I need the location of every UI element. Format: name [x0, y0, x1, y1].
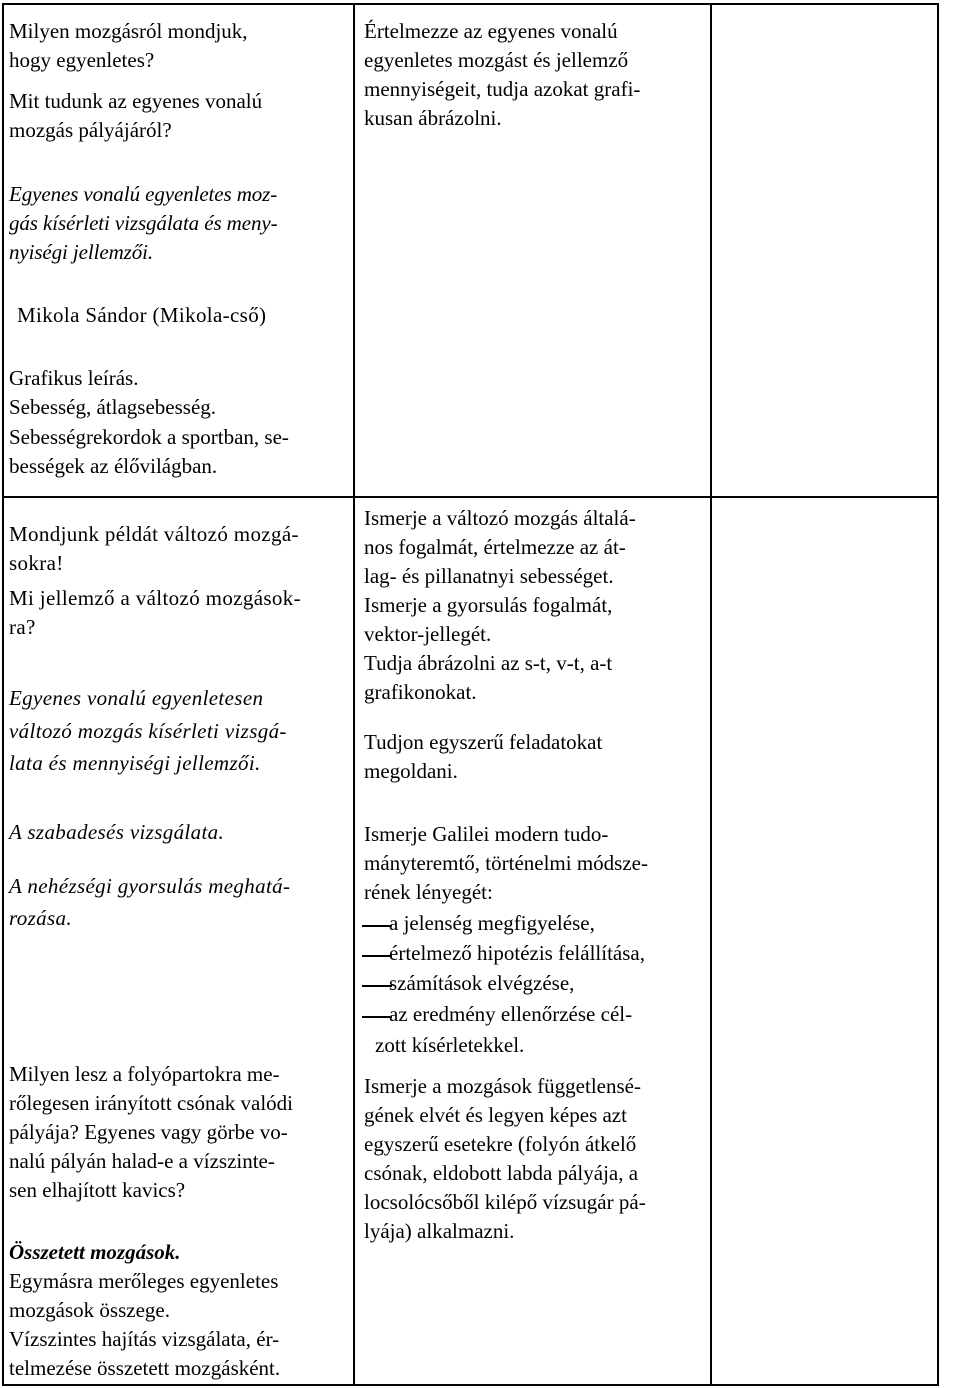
table-border-left — [2, 4, 4, 1385]
table-border-bottom — [2, 1384, 939, 1386]
galilei-item-1: a jelenség megfigyelése, — [389, 911, 595, 935]
boat-question-4: nalú pályán halad-e a vízszinte- — [9, 1149, 275, 1173]
topic-uniform-2: gás kísérleti vizsgálata és meny- — [9, 211, 278, 235]
variable-goal-7: grafikonokat. — [364, 680, 477, 704]
composite-3: Vízszintes hajítás vizsgálata, ér- — [9, 1327, 280, 1351]
tasks-goal-1: Tudjon egyszerű feladatokat — [364, 730, 603, 754]
topic-uniform-3: nyiségi jellemzői. — [9, 240, 154, 264]
galilei-goal-1: Ismerje Galilei modern tudo- — [364, 822, 609, 846]
topic-uniform-1: Egyenes vonalú egyenletes moz- — [9, 182, 278, 206]
column-divider-1 — [353, 4, 355, 1385]
list-dash-icon — [362, 955, 392, 957]
galilei-item-3: számítások elvégzése, — [389, 971, 575, 995]
variable-question-1a: Mondjunk példát változó mozgá- — [9, 522, 299, 546]
gravity-accel-1: A nehézségi gyorsulás meghatá- — [9, 874, 291, 898]
list-dash-icon — [362, 985, 392, 987]
variable-goal-6: Tudja ábrázolni az s-t, v-t, a-t — [364, 651, 613, 675]
composite-1: Egymásra merőleges egyenletes — [9, 1269, 279, 1293]
graphic-1: Grafikus leírás. — [9, 366, 139, 390]
galilei-item-4: az eredmény ellenőrzése cél- — [389, 1002, 633, 1026]
independence-goal-4: csónak, eldobott labda pályája, a — [364, 1161, 639, 1185]
uniform-goal-1: Értelmezze az egyenes vonalú — [364, 19, 618, 43]
freefall-title: A szabadesés vizsgálata. — [9, 820, 225, 844]
graphic-4: bességek az élővilágban. — [9, 454, 218, 478]
mikola-reference: Mikola Sándor (Mikola-cső) — [17, 303, 267, 327]
boat-question-5: sen elhajított kavics? — [9, 1178, 186, 1202]
topic-accelerated-2: változó mozgás kísérleti vizsgá- — [9, 719, 287, 743]
composite-title: Összetett mozgások. — [9, 1240, 181, 1264]
topic-accelerated-3: lata és mennyiségi jellemzői. — [9, 751, 261, 775]
galilei-goal-3: rének lényegét: — [364, 880, 493, 904]
gravity-accel-2: rozása. — [9, 906, 72, 930]
composite-2: mozgások összege. — [9, 1298, 170, 1322]
galilei-item-4-cont: zott kísérletekkel. — [375, 1033, 525, 1057]
galilei-item-2: értelmező hipotézis felállítása, — [389, 941, 645, 965]
tasks-goal-2: megoldani. — [364, 759, 458, 783]
question-uniform-motion-2: hogy egyenletes? — [9, 48, 155, 72]
independence-goal-6: lyája) alkalmazni. — [364, 1219, 515, 1243]
question-path-2: mozgás pályájáról? — [9, 118, 172, 142]
variable-question-1b: sokra! — [9, 551, 64, 575]
uniform-goal-4: kusan ábrázolni. — [364, 106, 502, 130]
list-dash-icon — [362, 925, 392, 927]
composite-4: telmezése összetett mozgásként. — [9, 1356, 281, 1380]
independence-goal-1: Ismerje a mozgások függetlensé- — [364, 1074, 641, 1098]
variable-goal-2: nos fogalmát, értelmezze az át- — [364, 535, 626, 559]
independence-goal-2: gének elvét és legyen képes azt — [364, 1103, 627, 1127]
question-uniform-motion-1: Milyen mozgásról mondjuk, — [9, 19, 248, 43]
variable-goal-4: Ismerje a gyorsulás fogalmát, — [364, 593, 613, 617]
right-column — [712, 5, 937, 1384]
graphic-3: Sebességrekordok a sportban, se- — [9, 425, 289, 449]
independence-goal-3: egyszerű esetekre (folyón átkelő — [364, 1132, 637, 1156]
galilei-goal-2: mányteremtő, történelmi módsze- — [364, 851, 648, 875]
variable-goal-5: vektor-jellegét. — [364, 622, 492, 646]
boat-question-3: pályája? Egyenes vagy görbe vo- — [9, 1120, 288, 1144]
topic-accelerated-1: Egyenes vonalú egyenletesen — [9, 686, 264, 710]
list-dash-icon — [362, 1016, 392, 1018]
boat-question-2: rőlegesen irányított csónak valódi — [9, 1091, 294, 1115]
variable-goal-1: Ismerje a változó mozgás általá- — [364, 506, 636, 530]
independence-goal-5: locsolócsőből kilépő vízsugár pá- — [364, 1190, 646, 1214]
table-border-right — [937, 4, 939, 1385]
uniform-goal-2: egyenletes mozgást és jellemző — [364, 48, 629, 72]
variable-question-2b: ra? — [9, 615, 36, 639]
variable-question-2a: Mi jellemző a változó mozgások- — [9, 586, 301, 610]
question-path-1: Mit tudunk az egyenes vonalú — [9, 89, 263, 113]
graphic-2: Sebesség, átlagsebesség. — [9, 395, 217, 419]
uniform-goal-3: mennyiségeit, tudja azokat grafi- — [364, 77, 641, 101]
boat-question-1: Milyen lesz a folyópartokra me- — [9, 1062, 280, 1086]
variable-goal-3: lag- és pillanatnyi sebességet. — [364, 564, 614, 588]
